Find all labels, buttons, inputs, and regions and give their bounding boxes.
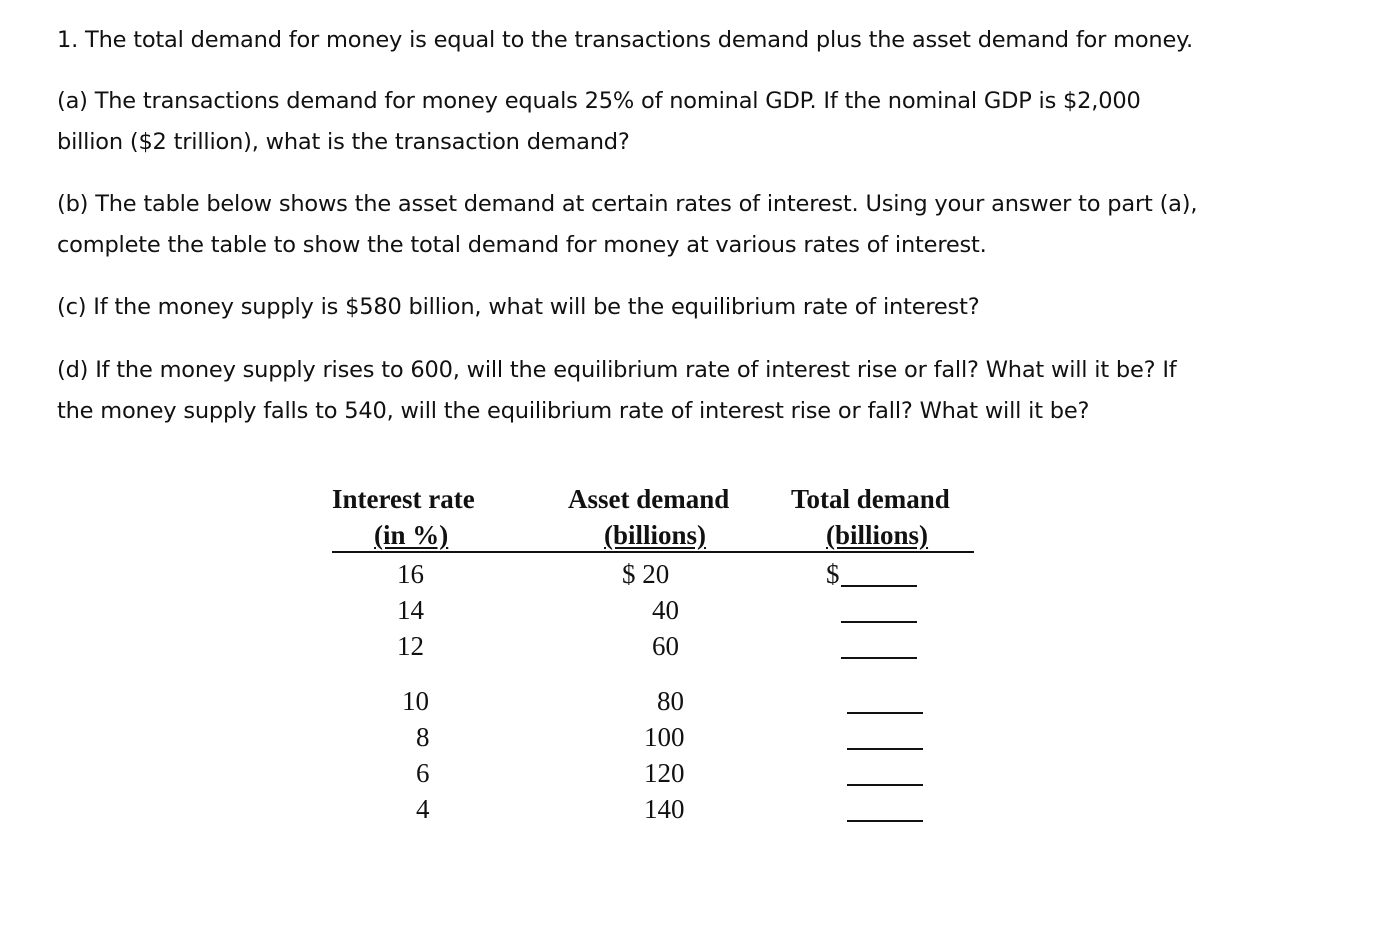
total-answer-blank[interactable] <box>847 712 923 714</box>
total-answer-blank[interactable] <box>841 657 917 659</box>
rate-cell: 16 <box>397 559 424 589</box>
part-a-line-1: (a) The transactions demand for money equals 25% of nominal GDP. If the nominal GDP is $2,000 <box>57 88 1141 114</box>
header-interest-rate: Interest rate <box>332 484 475 514</box>
asset-cell: 80 <box>657 686 684 716</box>
asset-cell: 140 <box>644 794 685 824</box>
total-answer-blank[interactable] <box>847 784 923 786</box>
asset-cell: 60 <box>652 631 679 661</box>
total-answer-blank[interactable] <box>847 748 923 750</box>
total-answer-blank[interactable] <box>847 820 923 822</box>
header-rule <box>332 551 974 553</box>
asset-cell: $ 20 <box>622 559 670 589</box>
header-interest-units: (in %) <box>374 520 449 550</box>
rate-cell: 12 <box>397 631 424 661</box>
part-a-line-2: billion ($2 trillion), what is the transaction demand? <box>57 129 630 155</box>
asset-cell: 40 <box>652 595 679 625</box>
header-total-demand: Total demand <box>791 484 950 514</box>
part-d-line-1: (d) If the money supply rises to 600, will the equilibrium rate of interest rise or fall? What will it be? If <box>57 357 1177 383</box>
part-c-line-1: (c) If the money supply is $580 billion, what will be the equilibrium rate of interest? <box>57 294 980 320</box>
rate-cell: 10 <box>402 686 429 716</box>
header-asset-units: (billions) <box>604 520 707 550</box>
total-answer-blank[interactable] <box>841 585 917 587</box>
header-asset-demand: Asset demand <box>568 484 730 514</box>
total-prefix: $ <box>826 559 840 589</box>
asset-cell: 120 <box>644 758 685 788</box>
part-b-line-2: complete the table to show the total demand for money at various rates of interest. <box>57 232 987 258</box>
rate-cell: 14 <box>397 595 424 625</box>
rate-cell: 6 <box>416 758 430 788</box>
rate-cell: 4 <box>416 794 430 824</box>
part-d-line-2: the money supply falls to 540, will the equilibrium rate of interest rise or fall? What will it be? <box>57 398 1090 424</box>
asset-cell: 100 <box>644 722 685 752</box>
rate-cell: 8 <box>416 722 430 752</box>
part-b-line-1: (b) The table below shows the asset demand at certain rates of interest. Using your answer to part (a), <box>57 191 1198 217</box>
question-intro: 1. The total demand for money is equal to the transactions demand plus the asset demand for money. <box>57 27 1193 53</box>
header-total-units: (billions) <box>826 520 929 550</box>
total-answer-blank[interactable] <box>841 621 917 623</box>
